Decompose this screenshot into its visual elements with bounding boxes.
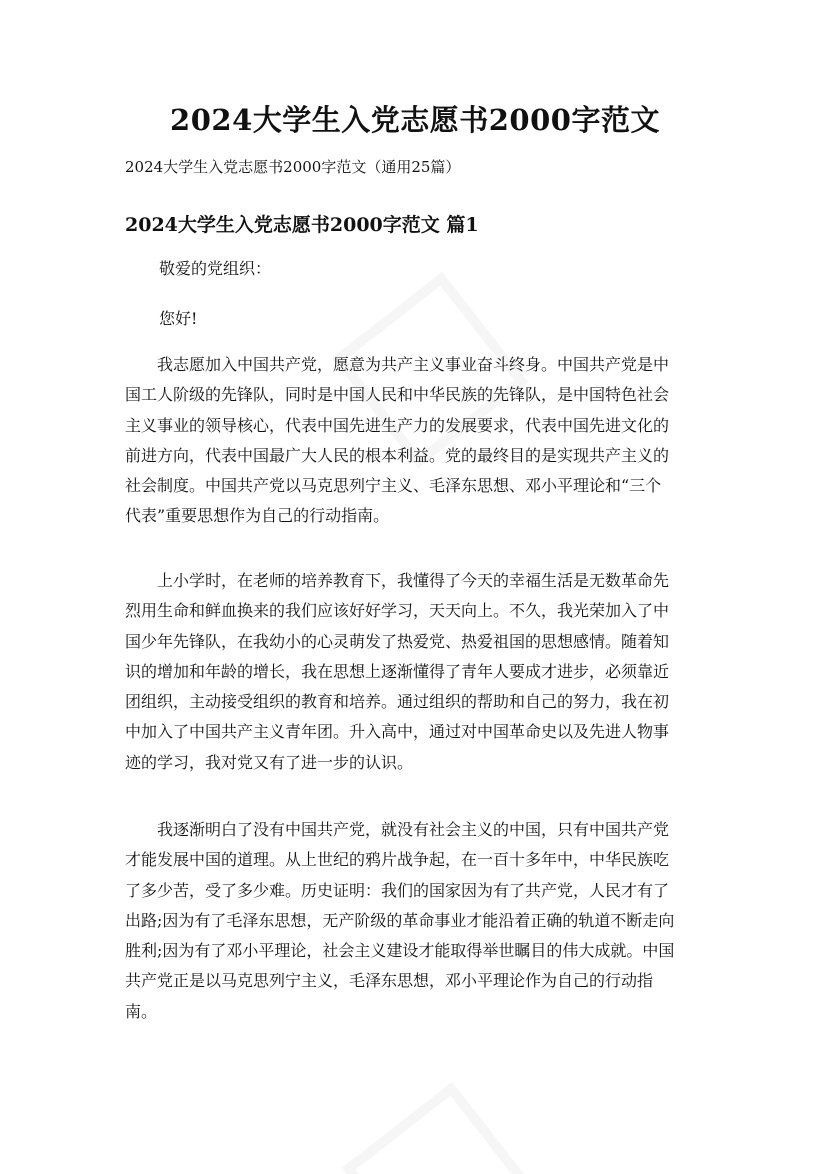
paragraph-1 [125, 350, 705, 532]
salutation: 敬爱的党组织： [159, 259, 272, 278]
paragraph-line: 社会制度。中国共产党以马克思列宁主义、毛泽东思想、邓小平理论和“三个 [125, 476, 662, 496]
paragraph-line: 主义事业的领导核心，代表中国先进生产力的发展要求，代表中国先进文化的 [125, 415, 670, 435]
paragraph-line: 才能发展中国的道理。从上世纪的鸦片战争起，在一百十多年中，中华民族吃 [125, 850, 670, 870]
paragraph-line: 代表”重要思想作为自己的行动指南。 [125, 506, 390, 526]
paragraph-line: 了多少苦，受了多少难。历史证明：我们的国家因为有了共产党，人民才有了 [125, 880, 670, 900]
paragraph-line: 我逐渐明白了没有中国共产党，就没有社会主义的中国，只有中国共产党 [157, 820, 670, 839]
paragraph-line: 共产党正是以马克思列宁主义，毛泽东思想，邓小平理论作为自己的行动指 [125, 971, 654, 991]
paragraph-line: 识的增加和年龄的增长，我在思想上逐渐懂得了青年人要成才进步，必须靠近 [125, 661, 670, 681]
paragraph-line: 国工人阶级的先锋队，同时是中国人民和中华民族的先锋队，是中国特色社会 [125, 385, 670, 405]
paragraph-line: 前进方向，代表中国最广大人民的根本利益。党的最终目的是实现共产主义的 [125, 445, 670, 465]
paragraph-line: 我志愿加入中国共产党，愿意为共产主义事业奋斗终身。中国共产党是中 [157, 355, 670, 374]
document-subtitle: 2024大学生入党志愿书2000字范文（通用25篇） [125, 158, 461, 176]
paragraph-line: 中加入了中国共产主义青年团。升入高中，通过对中国革命史以及先进人物事 [125, 722, 670, 742]
section-heading: 2024大学生入党志愿书2000字范文 篇1 [125, 214, 479, 236]
paragraph-2 [125, 566, 705, 778]
greeting: 您好! [159, 309, 198, 328]
paragraph-line: 出路;因为有了毛泽东思想，无产阶级的革命事业才能沿着正确的轨道不断走向 [125, 910, 675, 930]
paragraph-line: 上小学时，在老师的培养教育下，我懂得了今天的幸福生活是无数革命先 [157, 571, 670, 590]
paragraph-line: 迹的学习，我对党又有了进一步的认识。 [125, 752, 414, 772]
paragraph-line: 胜利;因为有了邓小平理论，社会主义建设才能取得举世瞩目的伟大成就。中国 [125, 941, 675, 961]
watermark [342, 1082, 539, 1174]
paragraph-line: 烈用生命和鲜血换来的我们应该好好学习，天天向上。不久，我光荣加入了中 [125, 601, 670, 621]
paragraph-line: 团组织，主动接受组织的教育和培养。通过组织的帮助和自己的努力，我在初 [125, 692, 670, 712]
paragraph-line: 国少年先锋队，在我幼小的心灵萌发了热爱党、热爱祖国的思想感情。随着知 [125, 631, 670, 651]
paragraph-3 [125, 815, 705, 1027]
document-title: 2024大学生入党志愿书2000字范文 [170, 103, 660, 137]
paragraph-line: 南。 [125, 1001, 158, 1021]
